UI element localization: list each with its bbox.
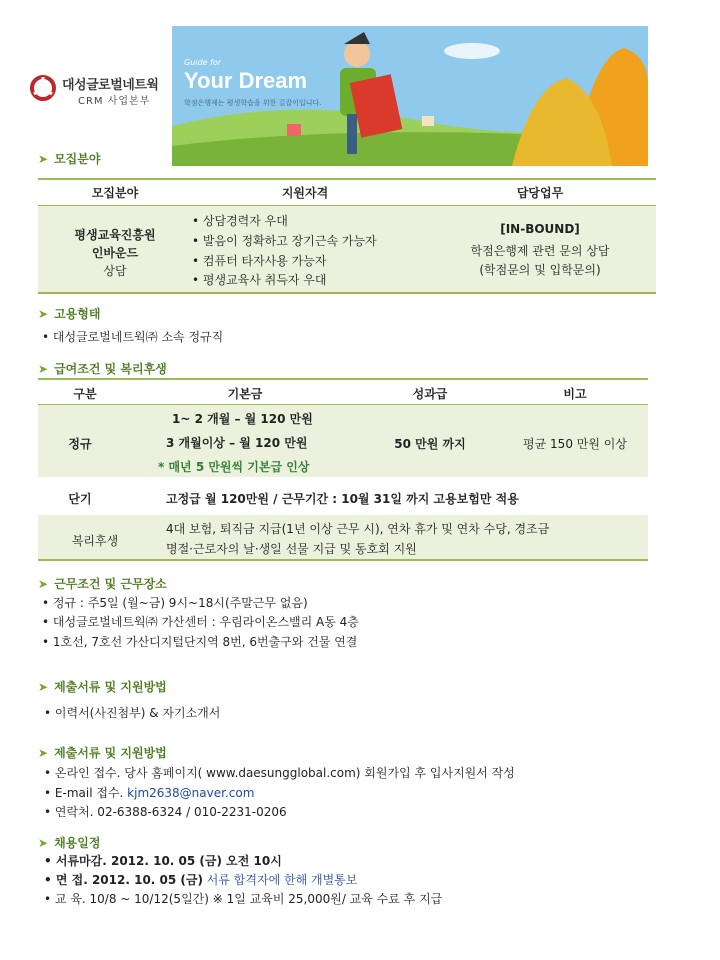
section-title-salary: ➤ 급여조건 및 복리후생: [38, 362, 167, 376]
email-application: • E-mail 접수. kjm2638@naver.com: [44, 786, 255, 800]
col-header-remark: 비고: [563, 387, 587, 401]
table-top-line: [38, 178, 656, 180]
chevron-right-icon: ➤: [38, 746, 49, 760]
logo-name: 대성글로벌네트웍: [62, 78, 159, 93]
type-regular: 정규: [68, 437, 92, 451]
logo-subtitle: CRM 사업본부: [78, 96, 151, 107]
deadline: • 서류마감. 2012. 10. 05 (금) 오전 10시: [44, 854, 282, 868]
header-banner: [172, 26, 648, 166]
chevron-right-icon: ➤: [38, 152, 49, 166]
list-item: • 1호선, 7호선 가산디지털단지역 8번, 6번출구와 건물 연결: [42, 635, 358, 649]
qualification-item: • 상담경력자 우대: [192, 214, 288, 228]
chevron-right-icon: ➤: [38, 577, 49, 591]
chevron-right-icon: ➤: [38, 680, 49, 694]
field-line-1: 평생교육진흥원: [74, 228, 156, 242]
section-title-employment-type: ➤ 고용형태: [38, 307, 101, 321]
col-header-base: 기본금: [227, 387, 263, 401]
col-header-qualifications: 지원자격: [281, 186, 329, 200]
qualification-item: • 발음이 정확하고 장기근속 가능자: [192, 234, 377, 248]
banner-subtitle: 학점은행제는 평생학습을 위한 길잡이입니다.: [184, 99, 322, 107]
online-application: • 온라인 접수. 당사 홈페이지( www.daesungglobal.com) 회원가입 후 입사지원서 작성: [44, 766, 515, 780]
contact-info: • 연락처. 02-6388-6324 / 010-2231-0206: [44, 805, 287, 819]
short-term-terms: 고정급 월 120만원 / 근무기간 : 10월 31일 까지 고용보험만 적용: [166, 492, 519, 506]
interview-note: 서류 합격자에 한해 개별통보: [206, 873, 358, 887]
base-salary-line: 1~ 2 개월 – 월 120 만원: [172, 412, 313, 426]
welfare-line: 4대 보험, 퇴직금 지급(1년 이상 근무 시), 연차 휴가 및 연차 수당, 경조금: [166, 522, 550, 536]
chevron-right-icon: ➤: [38, 836, 49, 850]
field-line-3: 상담: [103, 264, 127, 278]
col-header-bonus: 성과급: [412, 387, 448, 401]
banner-illustration: [172, 26, 648, 166]
section-title-recruitment: ➤ 모집분야: [38, 152, 101, 166]
duty-line-2: 학점은행제 관련 문의 상담: [470, 244, 610, 258]
chevron-right-icon: ➤: [38, 362, 49, 376]
type-short-term: 단기: [68, 492, 92, 506]
list-item: • 정규 : 주5일 (월~금) 9시~18시(주말근무 없음): [42, 596, 308, 610]
banner-title: Your Dream: [184, 68, 308, 93]
banner-tagline-small: Guide for: [184, 58, 222, 67]
raise-note: * 매년 5 만원씩 기본급 인상: [158, 460, 310, 474]
base-salary-line: 3 개월이상 – 월 120 만원: [166, 436, 308, 450]
interview: • 면 접. 2012. 10. 05 (금) 서류 합격자에 한해 개별통보: [44, 873, 358, 887]
remark-value: 평균 150 만원 이상: [523, 437, 627, 451]
logo-mark-icon: [30, 75, 56, 101]
section-title-schedule: ➤ 채용일정: [38, 836, 101, 850]
field-line-2: 인바운드: [91, 246, 139, 260]
section-title-application-method: ➤ 제출서류 및 지원방법: [38, 746, 167, 760]
company-logo: [30, 72, 180, 112]
table-bottom-line: [38, 292, 656, 294]
chevron-right-icon: ➤: [38, 307, 49, 321]
duty-line-1: [IN-BOUND]: [500, 222, 580, 236]
col-header-type: 구분: [73, 387, 97, 401]
qualification-item: • 컴퓨터 타자사용 가능자: [192, 254, 327, 268]
list-item: • 대성글로벌네트웍㈜ 가산센터 : 우림라이온스밸리 A동 4층: [42, 615, 359, 629]
training: • 교 육. 10/8 ~ 10/12(5일간) ※ 1일 교육비 25,000원/ 교육 수료 후 지급: [44, 892, 443, 906]
list-item: • 대성글로벌네트웍㈜ 소속 정규직: [42, 330, 224, 344]
section-title-work-conditions: ➤ 근무조건 및 근무장소: [38, 577, 167, 591]
section-title-documents: ➤ 제출서류 및 지원방법: [38, 680, 167, 694]
bonus-value: 50 만원 까지: [394, 437, 466, 451]
email-link[interactable]: kjm2638@naver.com: [127, 786, 255, 800]
qualification-item: • 평생교육사 취득자 우대: [192, 273, 327, 287]
list-item: • 이력서(사진첨부) & 자기소개서: [44, 706, 221, 720]
welfare-line: 명절·근로자의 날·생일 선물 지급 및 동호회 지원: [166, 542, 417, 556]
table-top-line: [38, 378, 648, 380]
table-bottom-line: [38, 559, 648, 561]
col-header-duties: 담당업무: [516, 186, 564, 200]
col-header-field: 모집분야: [91, 186, 139, 200]
welfare-label: 복리후생: [71, 534, 119, 548]
duty-line-3: (학점문의 및 입학문의): [479, 263, 601, 277]
